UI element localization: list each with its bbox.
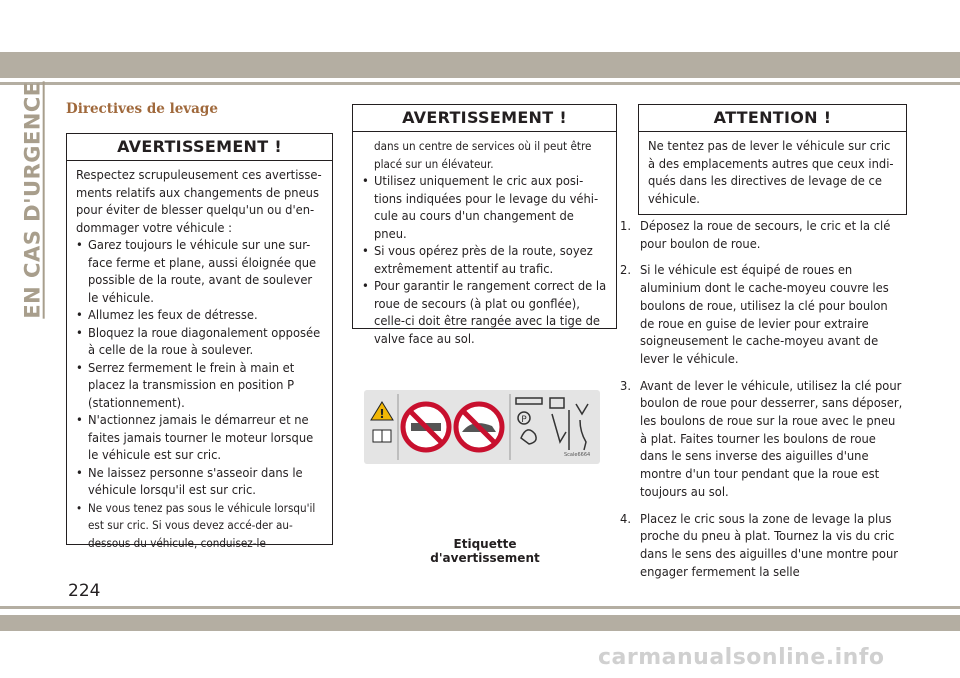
warning-item: • Ne laissez personne s'asseoir dans le véhicule lorsqu'il est sur cric. <box>76 465 323 500</box>
section-title: Directives de levage <box>66 101 218 117</box>
step-number: 2. <box>620 263 631 279</box>
page-number: 224 <box>68 581 101 601</box>
step-number: 3. <box>620 378 631 394</box>
step-number: 1. <box>620 219 631 234</box>
footer-rule <box>0 606 960 609</box>
warning-item: • Ne vous tenez pas sous le véhicule lorsqu'il est sur cric. Si vous devez accé-der au-dessous du véhicule, conduisez-le <box>76 500 323 553</box>
warning-item: • Allumez les feux de détresse. <box>76 307 323 325</box>
svg-text:!: ! <box>379 407 385 421</box>
warning-intro: Respectez scrupuleusement ces avertisse-ments relatifs aux changements de pneus pour éviter de blesser quelqu'un ou d'en-dommager votre véhicule : <box>76 168 322 236</box>
warning-item: • Si vous opérez près de la route, soyez extrêmement attentif au trafic. <box>362 243 607 278</box>
jack-lift-icon <box>576 404 588 450</box>
procedure-step <box>620 262 905 368</box>
procedure-step <box>620 511 905 582</box>
warning-item: • Serrez fermement le frein à main et placez la transmission en position P (stationnement). <box>76 360 323 413</box>
warning-list <box>76 237 323 552</box>
warning-box-2 <box>352 104 617 347</box>
step-text: Placez le cric sous la zone de levage la plus proche du pneu à plat. Tournez la vis du cric dans le sens des aiguilles d'une montre pour engager fermement la selle <box>640 511 898 580</box>
warning-item: • Bloquez la roue diagonalement opposée à celle de la roue à soulever. <box>76 325 323 360</box>
warning-item: • Utilisez uniquement le cric aux posi-tions indiquées pour le levage du véhi-cule au cours d'un changement de pneu. <box>362 173 607 243</box>
label-code: Scale6664 <box>564 452 591 458</box>
procedure-steps <box>620 218 905 590</box>
no-crawl-under-icon <box>403 404 449 450</box>
step-text: Si le véhicule est équipé de roues en aluminium dont le cache-moyeu couvre les boulons de roue, utilisez la clé pour boulon de roue en guise de levier pour extraire soigneusement le cache-moyeu avant de lever le véhicule. <box>640 263 889 367</box>
warning-label-graphic <box>364 390 600 464</box>
chapter-side-tab <box>16 81 50 319</box>
figure-caption: Etiquette d'avertissement <box>430 537 540 565</box>
step-number: 4. <box>620 511 631 527</box>
step-text: Déposez la roue de secours, le cric et la clé pour boulon de roue. <box>640 219 891 252</box>
svg-text:P: P <box>521 415 527 425</box>
warning-list <box>362 173 607 348</box>
park-brake-icon <box>516 398 542 444</box>
warning-title: AVERTISSEMENT ! <box>67 134 332 161</box>
warning-body <box>353 132 616 348</box>
warning-item: • N'actionnez jamais le démarreur et ne faites jamais tourner le moteur lorsque le véhicule est sur cric. <box>76 412 323 465</box>
header-rule <box>0 82 960 85</box>
warning-body <box>67 161 332 552</box>
no-car-on-jack-icon <box>456 404 502 450</box>
step-text: Avant de lever le véhicule, utilisez la clé pour boulon de roue pour desserrer, sans déposer, les boulons de roue sur la roue avec le pneu à plat. Faites tourner les boulons de roue dans le sens inverse des aiguilles d'une montre d'un tour pendant que la roue est toujours au sol. <box>640 378 903 500</box>
warning-box-1 <box>66 133 333 550</box>
caution-body <box>639 132 906 208</box>
footer-bar <box>0 615 960 631</box>
warning-item: • Garez toujours le véhicule sur une sur-face ferme et plane, aussi éloignée que possible de la route, avant de soulever le véhicule. <box>76 237 323 307</box>
watermark: carmanualsonline.info <box>598 645 885 670</box>
jack-position-icon <box>550 398 569 450</box>
chapter-title: EN CAS D'URGENCE <box>21 81 45 319</box>
caution-title: ATTENTION ! <box>639 105 906 132</box>
warning-title: AVERTISSEMENT ! <box>353 105 616 132</box>
caution-text: Ne tentez pas de lever le véhicule sur cric à des emplacements autres que ceux indi-qués dans les directives de levage de ce véhicule. <box>648 139 894 207</box>
procedure-step <box>620 218 905 253</box>
header-bar <box>0 52 960 78</box>
top-margin <box>0 0 960 52</box>
warning-item: • Pour garantir le rangement correct de la roue de secours (à plat ou gonflée), celle-ci doit être rangée avec la tige de valve face au sol. <box>362 278 607 348</box>
warning-continued: dans un centre de services où il peut être placé sur un élévateur. <box>374 139 592 171</box>
caution-box <box>638 104 907 215</box>
warning-label-image <box>364 390 600 464</box>
procedure-step <box>620 378 905 502</box>
